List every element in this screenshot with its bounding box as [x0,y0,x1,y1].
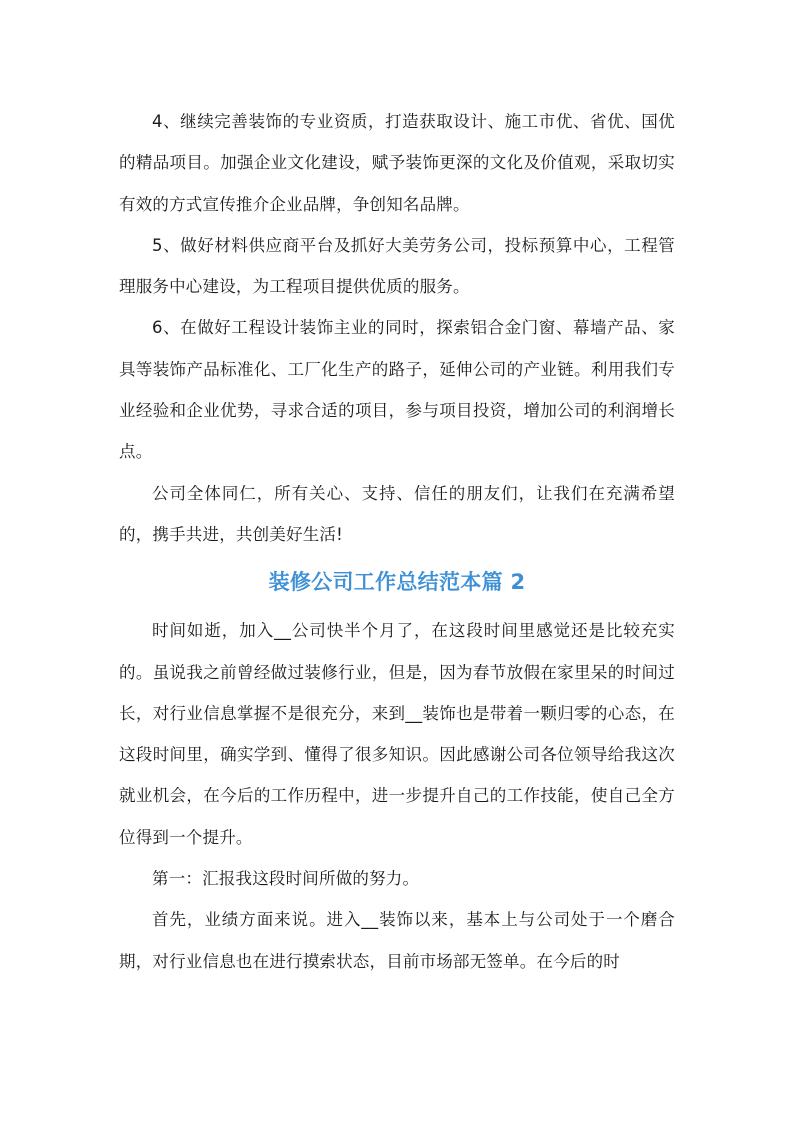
section-heading: 装修公司工作总结范本篇 2 [268,570,526,595]
paragraph-item-4: 4、继续完善装饰的专业资质，打造获取设计、施工市优、省优、国优的精品项目。加强企业文化建设，赋予装饰更深的文化及价值观，采取切实有效的方式宣传推介企业品牌，争创知名品牌。 [119,112,675,214]
intro-paragraph: 时间如逝，加入__公司快半个月了，在这段时间里感觉还是比较充实的。虽说我之前曾经做过装修行业，但是，因为春节放假在家里呆的时间过长，对行业信息掌握不是很充分，来到__装饰也是带着一颗归零的心态，在这段时间里，确实学到、懂得了很多知识。因此感谢公司各位领导给我这次就业机会，在今后的工作历程中，进一步提升自己的工作技能，使自己全方位得到一个提升。 [119,621,675,847]
document-body [119,101,675,982]
performance-paragraph: 首先，业绩方面来说。进入__装饰以来，基本上与公司处于一个磨合期，对行业信息也在进行摸索状态，目前市场部无签单。在今后的时 [119,910,675,971]
paragraph-item-5: 5、做好材料供应商平台及抓好大美劳务公司，投标预算中心，工程管理服务中心建设，为工程项目提供优质的服务。 [119,235,675,297]
subheading-paragraph: 第一：汇报我这段时间所做的努力。 [152,869,420,889]
paragraph-item-6: 6、在做好工程设计装饰主业的同时，探索铝合金门窗、幕墙产品、家具等装饰产品标准化、工厂化生产的路子，延伸公司的产业链。利用我们专业经验和企业优势，寻求合适的项目，参与项目投资，增加公司的利润增长点。 [119,318,675,462]
closing-paragraph: 公司全体同仁，所有关心、支持、信任的朋友们，让我们在充满希望的，携手共进，共创美好生活! [119,483,675,544]
